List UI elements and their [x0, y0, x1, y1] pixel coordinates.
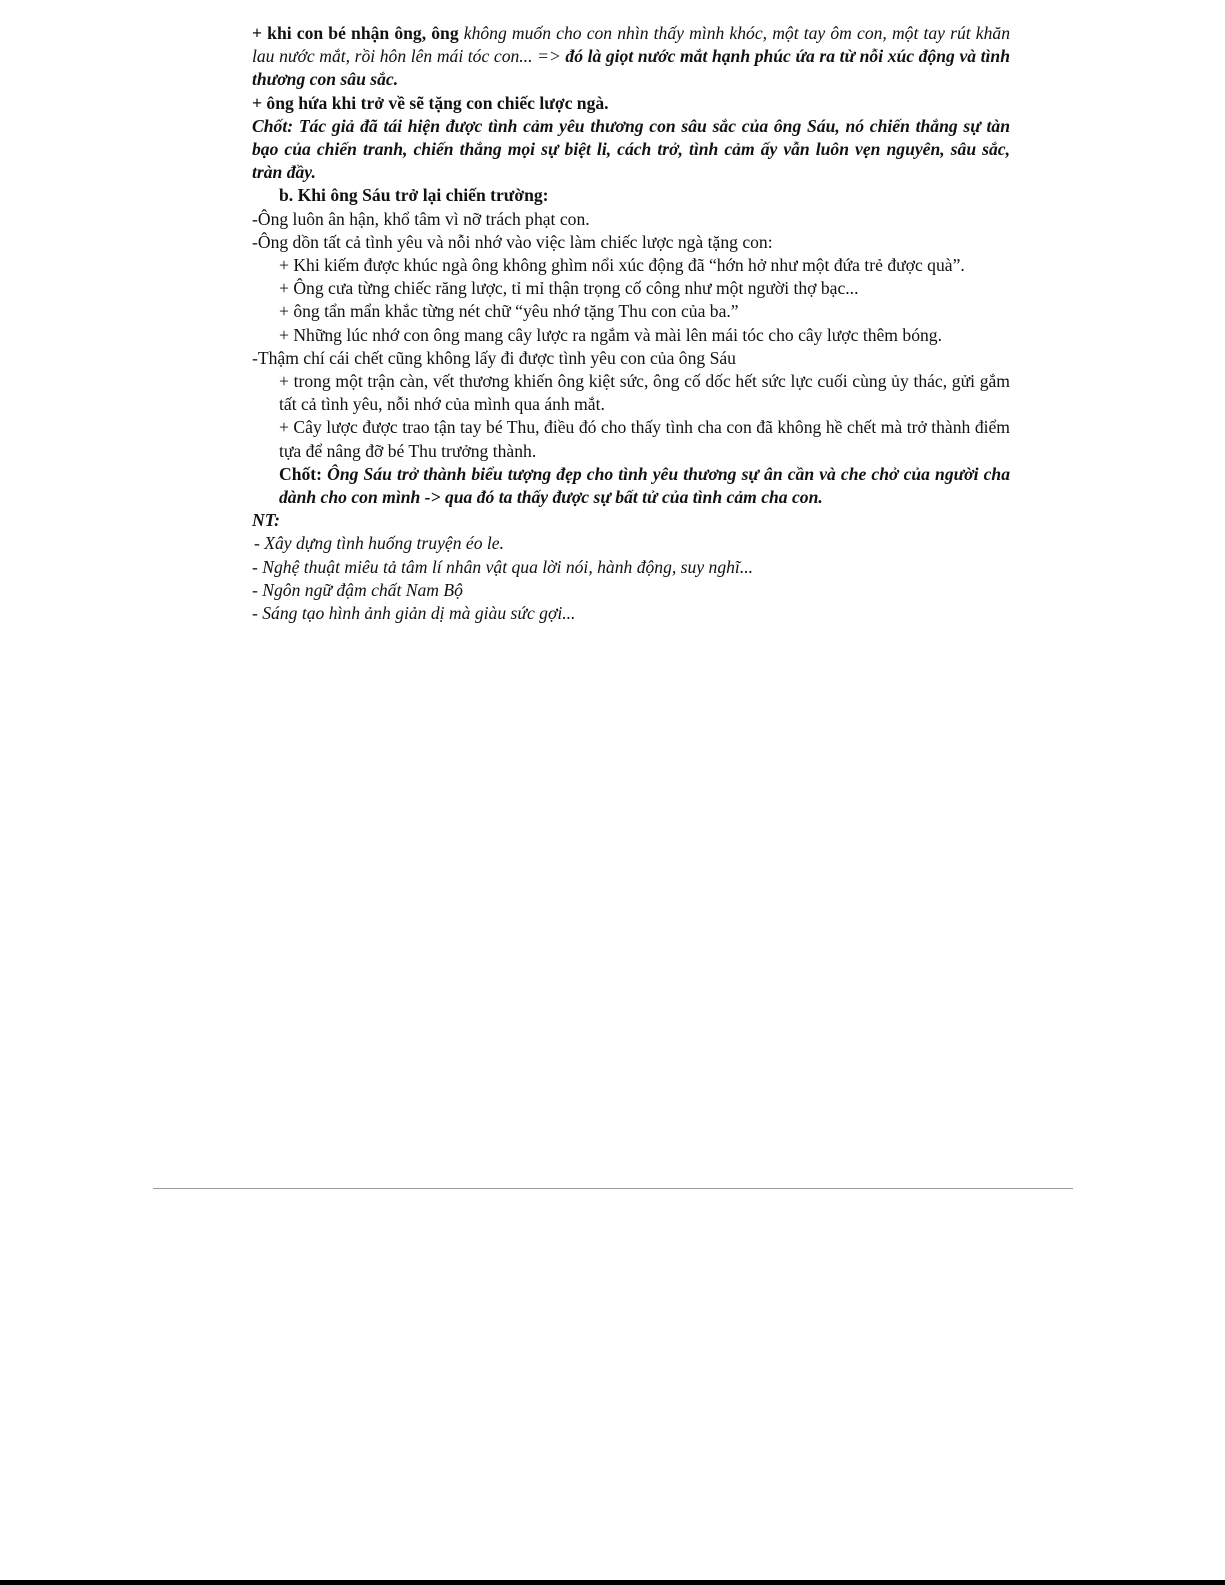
intro-line-1 — [252, 22, 1010, 92]
intro-plus: + khi con bé nhận ông, ông — [252, 23, 464, 43]
section-b-p2-item: + Ông cưa từng chiếc răng lược, tỉ mỉ thận trọng cố công như một người thợ bạc... — [279, 278, 859, 299]
section-b-p2: -Ông dồn tất cả tình yêu và nỗi nhớ vào việc làm chiếc lược ngà tặng con: — [252, 231, 773, 252]
intro-line-2: + ông hứa khi trở về sẽ tặng con chiếc lược ngà. — [252, 92, 609, 113]
section-b-p3-item: + trong một trận càn, vết thương khiến ông kiệt sức, ông cố dốc hết sức lực cuối cùng ủy thác, gửi gắm tất cả tình yêu, nỗi nhớ của mình qua ánh mắt. — [279, 371, 1010, 415]
section-b-p3-item: + Cây lược được trao tận tay bé Thu, điều đó cho thấy tình cha con đã không hề chết mà trở thành điểm tựa để nâng đỡ bé Thu trưởng thành. — [279, 417, 1010, 461]
page-bottom-edge — [0, 1580, 1225, 1585]
section-b-p2-item: + ông tẩn mẩn khắc từng nét chữ “yêu nhớ tặng Thu con của ba.” — [279, 301, 739, 322]
intro-chot-text: Tác giả đã tái hiện được tình cảm yêu thương con sâu sắc của ông Sáu, nó chiến thắng sự tàn bạo của chiến tranh, chiến thắng mọi sự biệt li, cách trở, tình cảm ấy vẫn luôn vẹn nguyên, sâu sắc, tràn đầy. — [252, 115, 1010, 183]
nt-item: - Xây dựng tình huống truyện éo le. — [254, 533, 504, 554]
section-b-p2-item: + Khi kiếm được khúc ngà ông không ghìm nổi xúc động đã “hớn hở như một đứa trẻ được quà”. — [279, 255, 965, 276]
document-page — [252, 22, 1010, 625]
intro-chot — [252, 115, 1010, 185]
nt-item: - Ngôn ngữ đậm chất Nam Bộ — [252, 579, 463, 600]
section-b-p2-item: + Những lúc nhớ con ông mang cây lược ra ngắm và mài lên mái tóc cho cây lược thêm bóng. — [279, 324, 942, 345]
intro-italic: không muốn cho con nhìn thấy mình khóc, một tay ôm con, một tay rút khăn lau nước mắt, rồi hôn lên mái tóc con... => — [252, 23, 1010, 67]
nt-heading: NT: — [252, 510, 281, 531]
section-b-chot-label: Chốt: — [279, 463, 328, 484]
section-b-chot-text: Ông Sáu trở thành biểu tượng đẹp cho tình yêu thương sự ân cần và che chở của người cha dành cho con mình -> qua đó ta thấy được sự bất tử của tình cảm cha con. — [279, 463, 1010, 508]
footer-divider — [153, 1188, 1073, 1189]
section-b-p1: -Ông luôn ân hận, khổ tâm vì nỡ trách phạt con. — [252, 208, 590, 229]
nt-item: - Sáng tạo hình ảnh giản dị mà giàu sức gợi... — [252, 603, 576, 624]
intro-chot-label: Chốt: — [252, 115, 299, 136]
nt-item: - Nghệ thuật miêu tả tâm lí nhân vật qua lời nói, hành động, suy nghĩ... — [252, 556, 754, 577]
section-b-heading: b. Khi ông Sáu trở lại chiến trường: — [279, 185, 549, 206]
intro-conclusion: đó là giọt nước mắt hạnh phúc ứa ra từ nỗi xúc động và tình thương con sâu sắc. — [252, 46, 1010, 90]
section-b-p3: -Thậm chí cái chết cũng không lấy đi được tình yêu con của ông Sáu — [252, 347, 736, 368]
section-b-chot — [252, 463, 1010, 509]
